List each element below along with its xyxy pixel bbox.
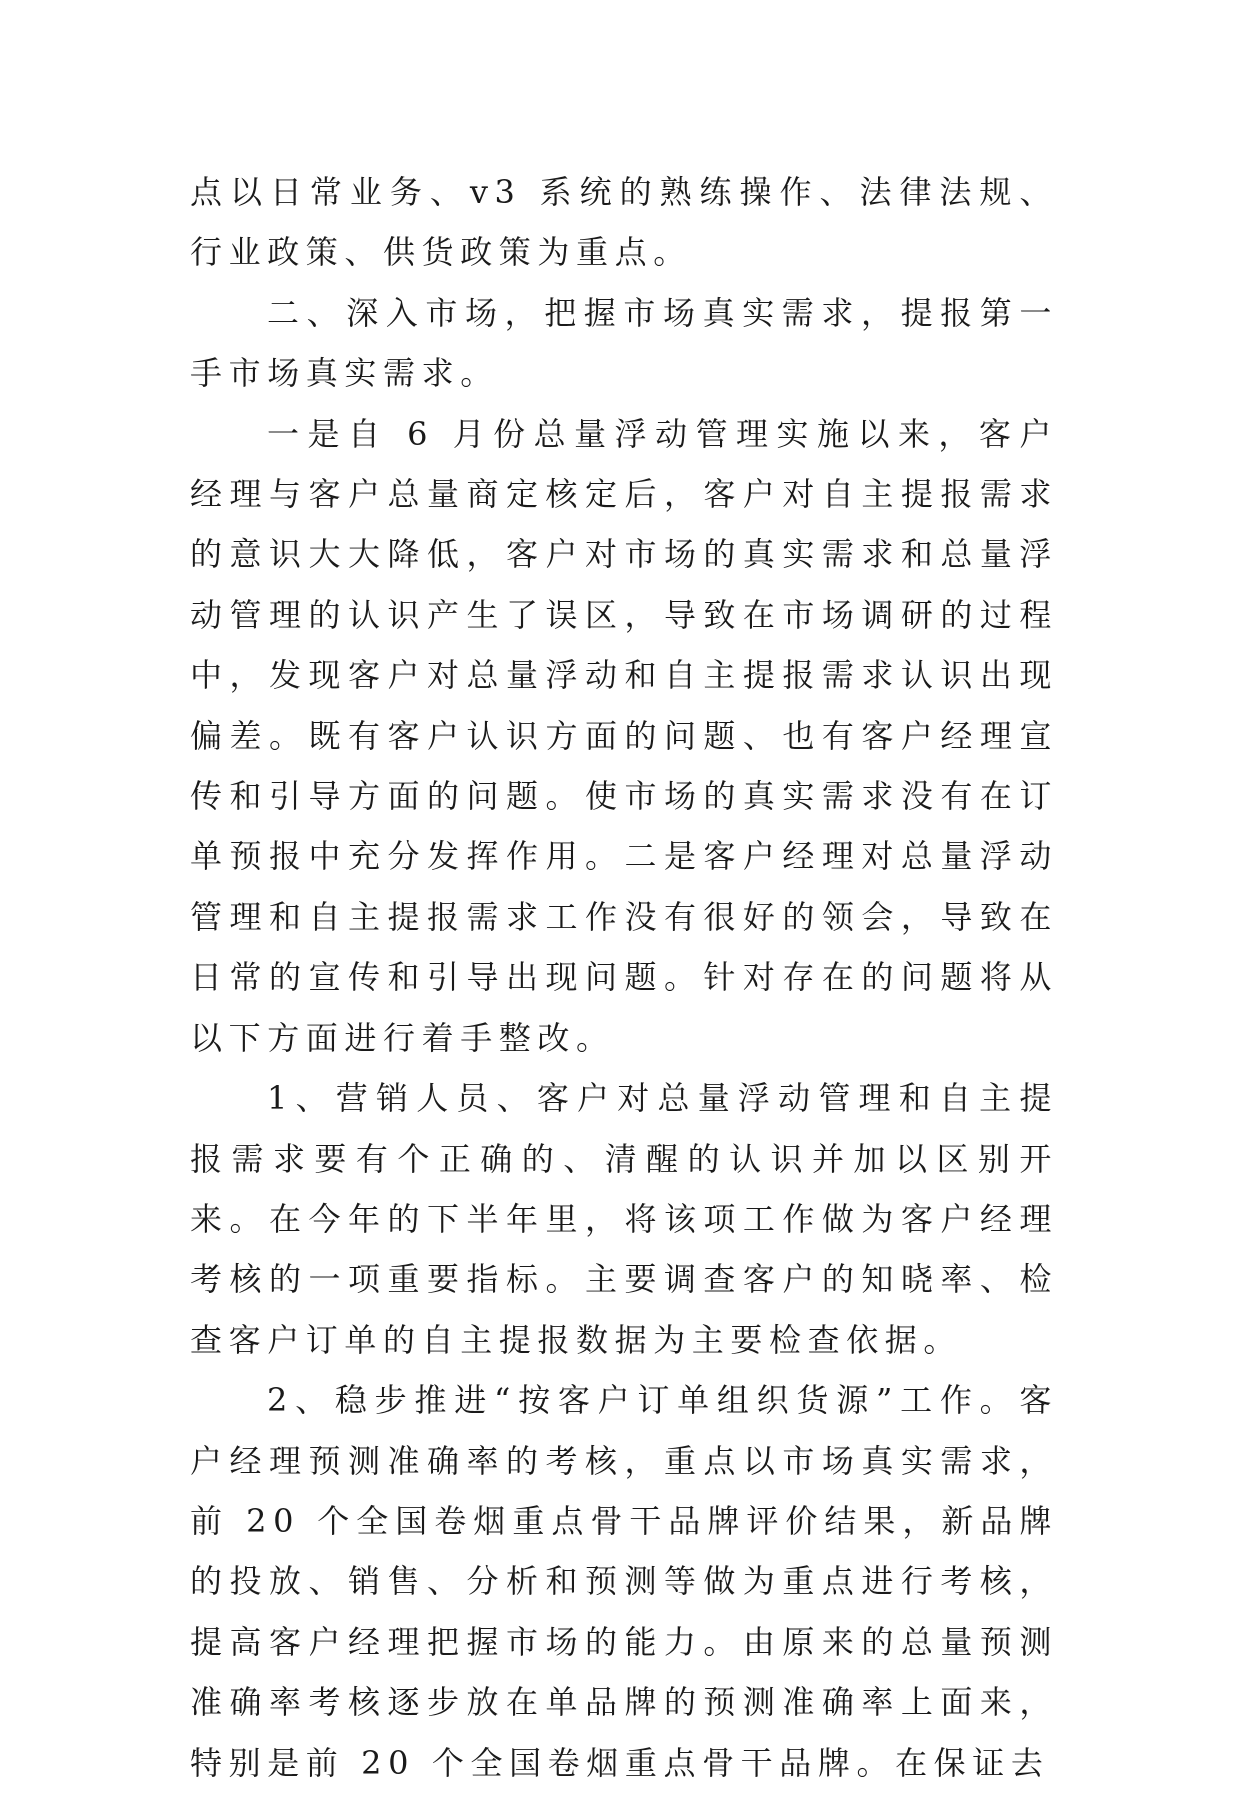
- paragraph-section-heading: 二、深入市场，把握市场真实需求，提报第一手市场真实需求。: [190, 293, 1058, 393]
- paragraph-item-2: 2、稳步推进“按客户订单组织货源”工作。客户经理预测准确率的考核，重点以市场真实需求，前 20 个全国卷烟重点骨干品牌评价结果，新品牌的投放、销售、分析和预测等做为重点进行考核，提高客户经理把握市场的能力。由原来的总量预测准确率考核逐步放在单品牌的预测准确率上面来，特别是前 20 个全国卷烟重点骨干品牌。在保证去: [190, 1381, 1058, 1782]
- document-body: [190, 162, 1058, 1793]
- paragraph-problem-analysis: 一是自 6 月份总量浮动管理实施以来，客户经理与客户总量商定核定后，客户对自主提报需求的意识大大降低，客户对市场的真实需求和总量浮动管理的认识产生了误区，导致在市场调研的过程中，发现客户对总量浮动和自主提报需求认识出现偏差。既有客户认识方面的问题、也有客户经理宣传和引导方面的问题。使市场的真实需求没有在订单预报中充分发挥作用。二是客户经理对总量浮动管理和自主提报需求工作没有很好的领会，导致在日常的宣传和引导出现问题。针对存在的问题将从以下方面进行着手整改。: [190, 414, 1058, 1057]
- paragraph-continuation: 点以日常业务、v3 系统的熟练操作、法律法规、行业政策、供货政策为重点。: [190, 173, 1058, 272]
- paragraph-item-1: 1、营销人员、客户对总量浮动管理和自主提报需求要有个正确的、清醒的认识并加以区别开来。在今年的下半年里，将该项工作做为客户经理考核的一项重要指标。主要调查客户的知晓率、检查客户订单的自主提报数据为主要检查依据。: [190, 1079, 1058, 1359]
